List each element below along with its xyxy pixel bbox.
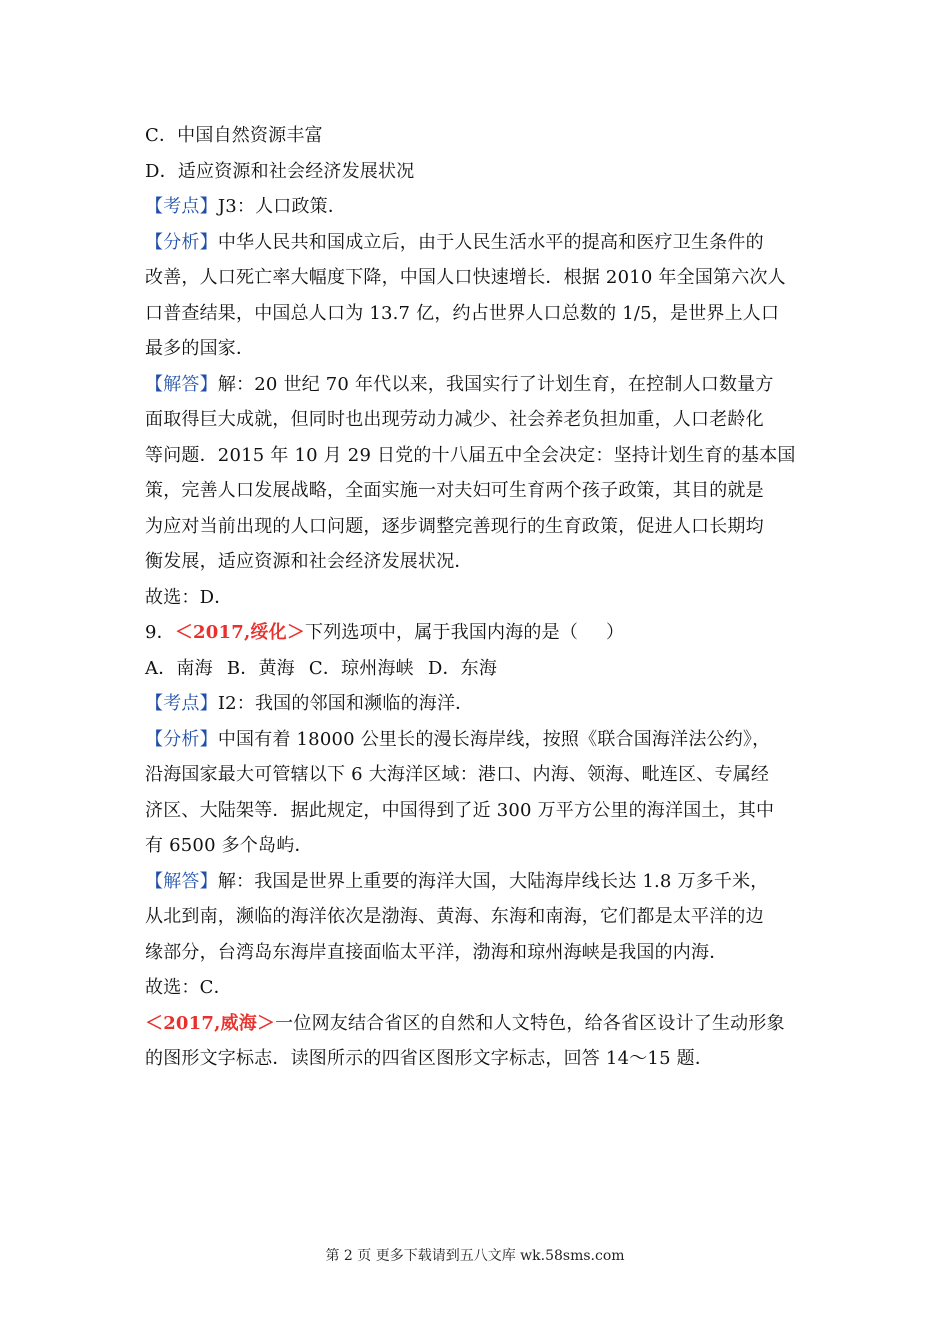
text-line — [145, 757, 810, 793]
text-line — [145, 970, 810, 1006]
line-text: 解：20 世纪 70 年代以来，我国实行了计划生育，在控制人口数量方 — [217, 373, 774, 395]
text-line — [145, 935, 810, 971]
line-text: 口普查结果，中国总人口为 13.7 亿，约占世界人口总数的 1/5，是世界上人口 — [145, 302, 780, 324]
page-footer: 第 2 页 更多下载请到五八文库 wk.58sms.com — [325, 1248, 625, 1264]
line-text: 为应对当前出现的人口问题，逐步调整完善现行的生育政策，促进人口长期均 — [145, 515, 764, 537]
text-line — [145, 296, 810, 332]
text-line — [145, 154, 810, 190]
text-line — [145, 899, 810, 935]
line-text: 的图形文字标志．读图所示的四省区图形文字标志，回答 14～15 题． — [145, 1048, 714, 1069]
question-source: ＜2017,绥化＞ — [174, 622, 306, 643]
section-tag: 【考点】 — [145, 196, 218, 217]
line-text: 等问题．2015 年 10 月 29 日党的十八届五中全会决定：坚持计划生育的基本国 — [145, 444, 796, 466]
section-tag: 【分析】 — [145, 728, 218, 750]
text-line — [145, 1041, 810, 1077]
text-line — [145, 544, 810, 580]
text-line — [145, 118, 810, 154]
answer-paren: ） — [606, 622, 625, 643]
line-text: 沿海国家最大可管辖以下 6 大海洋区域：港口、内海、领海、毗连区、专属经 — [145, 764, 770, 785]
text-line — [145, 225, 810, 261]
line-text: 缘部分，台湾岛东海岸直接面临太平洋，渤海和琼州海峡是我国的内海． — [145, 941, 728, 963]
text-line — [145, 402, 810, 438]
answer-option-b: B．黄海 — [226, 657, 295, 679]
text-line — [145, 615, 810, 651]
text-line — [145, 793, 810, 829]
text-line — [145, 828, 810, 864]
section-tag: 【解答】 — [145, 870, 218, 892]
line-text: 面取得巨大成就，但同时也出现劳动力减少、社会养老负担加重，人口老龄化 — [145, 409, 764, 430]
line-text: J3：人口政策． — [217, 196, 347, 217]
text-line — [145, 473, 810, 509]
line-text: C．中国自然资源丰富 — [145, 125, 323, 146]
text-line — [145, 331, 810, 367]
section-tag: 【考点】 — [145, 693, 218, 714]
text-line — [145, 260, 810, 296]
text-line — [145, 1006, 810, 1042]
line-text: 故选：D． — [145, 586, 233, 608]
line-text: 有 6500 多个岛屿． — [145, 835, 313, 856]
line-text: 改善，人口死亡率大幅度下降，中国人口快速增长．根据 2010 年全国第六次人 — [145, 267, 786, 288]
text-line — [145, 367, 810, 403]
section-tag: 【分析】 — [145, 231, 218, 253]
line-text: 中华人民共和国成立后，由于人民生活水平的提高和医疗卫生条件的 — [217, 231, 764, 253]
question-source: ＜2017,威海＞ — [145, 1012, 276, 1034]
text-line — [145, 438, 810, 474]
text-line — [145, 580, 810, 616]
answer-option-a: A．南海 — [145, 657, 213, 679]
text-line — [145, 864, 810, 900]
section-tag: 【解答】 — [145, 373, 218, 395]
text-line — [145, 189, 810, 225]
line-text: 济区、大陆架等．据此规定，中国得到了近 300 万平方公里的海洋国土，其中 — [145, 799, 775, 821]
text-line — [145, 651, 810, 687]
line-text: 从北到南，濒临的海洋依次是渤海、黄海、东海和南海，它们都是太平洋的边 — [145, 906, 764, 927]
line-text: D．适应资源和社会经济发展状况 — [145, 160, 415, 182]
line-text: 解：我国是世界上重要的海洋大国，大陆海岸线长达 1.8 万多千米， — [217, 870, 769, 892]
line-text: 最多的国家． — [145, 338, 255, 359]
line-text: I2：我国的邻国和濒临的海洋． — [217, 693, 474, 714]
answer-option-c: C．琼州海峡 — [308, 657, 414, 679]
text-line — [145, 722, 810, 758]
text-line — [145, 686, 810, 722]
text-line — [145, 509, 810, 545]
line-text: 中国有着 18000 公里长的漫长海岸线，按照《联合国海洋法公约》， — [217, 728, 771, 750]
question-number: 9． — [145, 622, 175, 643]
line-text: 策，完善人口发展战略，全面实施一对夫妇可生育两个孩子政策，其目的就是 — [145, 480, 764, 501]
line-text: 衡发展，适应资源和社会经济发展状况． — [145, 551, 473, 572]
line-text: 故选：C． — [145, 977, 232, 998]
question-text: 下列选项中，属于我国内海的是（ — [305, 622, 579, 643]
document-body — [145, 118, 810, 1077]
answer-option-d: D．东海 — [427, 657, 498, 679]
line-text: 一位网友结合省区的自然和人文特色，给各省区设计了生动形象 — [275, 1012, 785, 1034]
